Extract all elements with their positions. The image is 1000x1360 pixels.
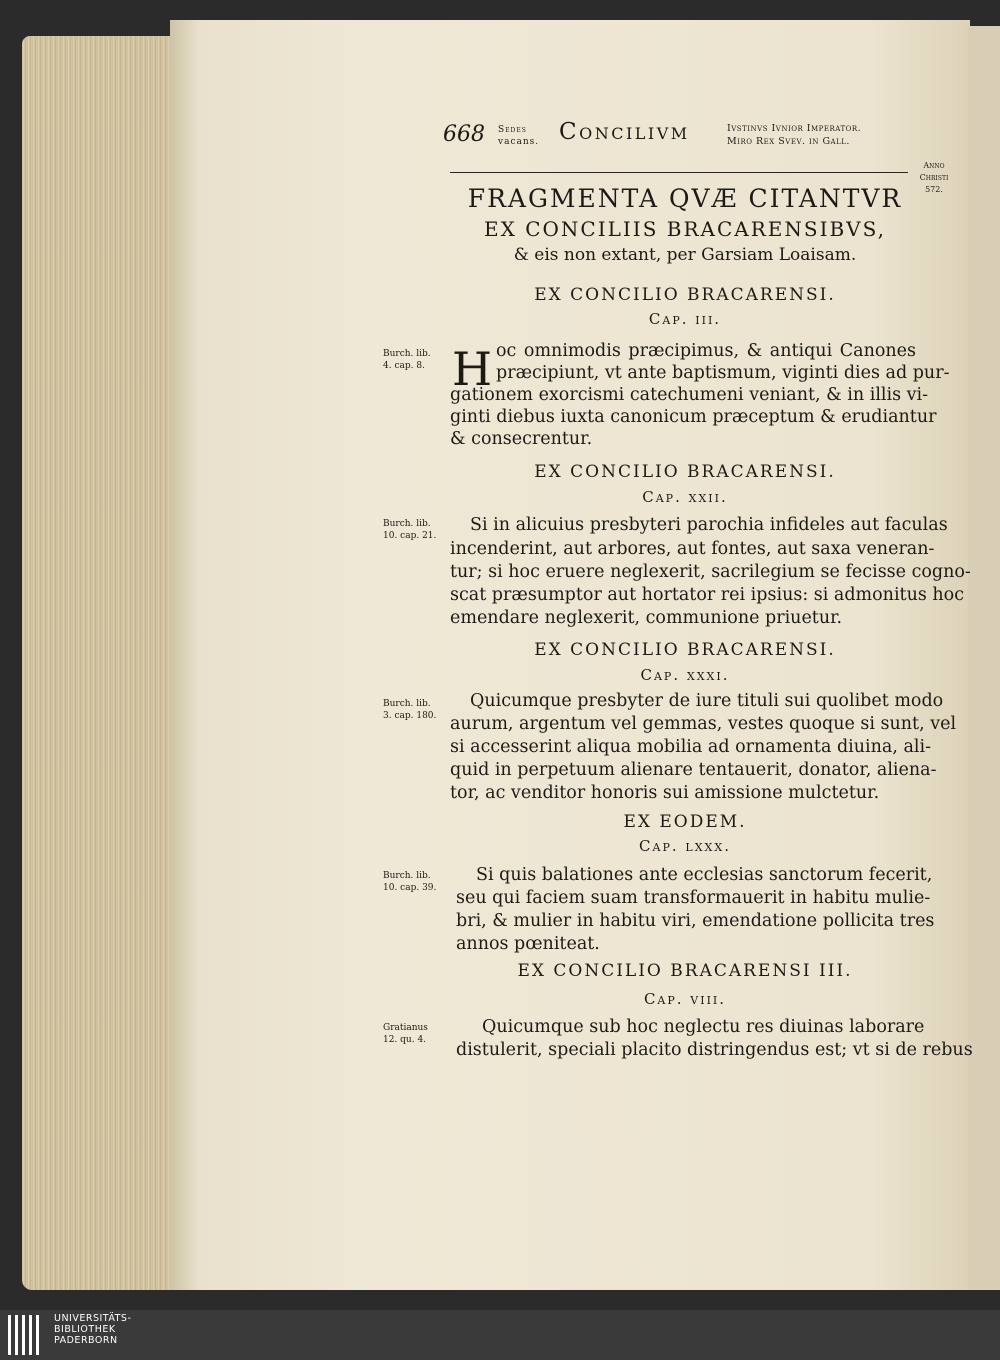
- text-line: Si in alicuius presbyteri parochia infideles aut faculas: [470, 515, 948, 535]
- sedes-vacans: [498, 124, 539, 148]
- logo-line: BIBLIOTHEK: [54, 1324, 116, 1335]
- section-cap: Cap. xxii.: [642, 488, 728, 506]
- anno-label: Anno: [923, 161, 945, 170]
- text-line: tor, ac venditor honoris sui amissione mulctetur.: [450, 783, 880, 803]
- sedes-line: Sedes: [498, 125, 527, 135]
- text-line: & consecrentur.: [450, 429, 593, 449]
- text-line: ginti diebus iuxta canonicum præceptum & erudiantur: [450, 407, 937, 427]
- drop-capital: H: [452, 342, 493, 396]
- emperor-note: [727, 122, 861, 148]
- section-heading: EX CONCILIO BRACARENSI.: [534, 640, 836, 660]
- section-cap: Cap. viii.: [643, 990, 727, 1008]
- page-number: 668: [443, 122, 485, 147]
- running-title: Concilivm: [559, 119, 690, 145]
- text-line: bri, & mulier in habitu viri, emendatione pollicita tres: [456, 911, 935, 931]
- text-line: annos pœniteat.: [456, 934, 600, 954]
- logo-line: UNIVERSITÄTS-: [54, 1313, 132, 1324]
- margin-note: [383, 518, 445, 542]
- text-line: Quicumque sub hoc neglectu res diuinas laborare: [482, 1017, 925, 1037]
- section-heading: EX CONCILIO BRACARENSI III.: [517, 961, 853, 981]
- text-line: tur; si hoc eruere neglexerit, sacrilegium se fecisse cogno-: [450, 562, 971, 582]
- margin-note: [383, 348, 445, 372]
- margin-note-line: 10. cap. 21.: [383, 531, 437, 541]
- margin-note-line: Burch. lib.: [383, 699, 431, 709]
- section-heading: EX EODEM.: [623, 812, 747, 832]
- text-line: distulerit, speciali placito distringendus est; vt si de rebus: [456, 1040, 973, 1060]
- logo-line: PADERBORN: [54, 1335, 118, 1346]
- margin-note-line: 10. cap. 39.: [383, 883, 437, 893]
- text-line: si accesserint aliqua mobilia ad ornamenta diuina, ali-: [450, 737, 931, 757]
- library-logo-icon: [6, 1313, 42, 1357]
- margin-note-line: Burch. lib.: [383, 349, 431, 359]
- title-line-2: EX CONCILIIS BRACARENSIBVS,: [484, 217, 886, 241]
- title-line-1: FRAGMENTA QVÆ CITANTVR: [467, 184, 903, 213]
- margin-note: [383, 1022, 445, 1046]
- title-line-3: & eis non extant, per Garsiam Loaisam.: [513, 245, 857, 265]
- text-line: Si quis balationes ante ecclesias sanctorum fecerit,: [476, 865, 933, 885]
- text-line: aurum, argentum vel gemmas, vestes quoque si sunt, vel: [450, 714, 957, 734]
- text-line: emendare neglexerit, communione priuetur.: [450, 608, 843, 628]
- year-label: 572.: [925, 185, 943, 194]
- text-line: incenderint, aut arbores, aut fontes, aut saxa veneran-: [450, 539, 935, 559]
- section-heading: EX CONCILIO BRACARENSI.: [534, 462, 836, 482]
- king-line: Miro Rex Svev. in Gall.: [727, 136, 850, 147]
- emperor-line: Ivstinvs Ivnior Imperator.: [727, 123, 862, 134]
- text-line: gationem exorcismi catechumeni veniant, & in illis vi-: [450, 385, 929, 405]
- text-line: seu qui faciem suam transformauerit in habitu mulie-: [456, 888, 931, 908]
- christi-label: Christi: [919, 173, 949, 182]
- margin-note-line: Burch. lib.: [383, 519, 431, 529]
- text-line: Quicumque presbyter de iure tituli sui quolibet modo: [470, 691, 944, 711]
- margin-note-line: 3. cap. 180.: [383, 711, 437, 721]
- text-line: quid in perpetuum alienare tentauerit, donator, aliena-: [450, 760, 937, 780]
- margin-note-line: Gratianus: [383, 1023, 428, 1033]
- library-logo-text: [54, 1313, 131, 1346]
- margin-note: [383, 698, 445, 722]
- section-cap: Cap. lxxx.: [639, 837, 731, 855]
- margin-note-line: Burch. lib.: [383, 871, 431, 881]
- header-rule: [450, 172, 908, 173]
- margin-note-line: 4. cap. 8.: [383, 361, 425, 371]
- library-footer-bar: [0, 1310, 1000, 1360]
- text-line: scat præsumptor aut hortator rei ipsius: si admonitus hoc: [450, 585, 965, 605]
- text-line: oc omnimodis præcipimus, & antiqui Canones: [496, 341, 916, 361]
- margin-note: [383, 870, 445, 894]
- margin-note-line: 12. qu. 4.: [383, 1035, 427, 1045]
- section-cap: Cap. xxxi.: [640, 666, 730, 684]
- section-heading: EX CONCILIO BRACARENSI.: [534, 285, 836, 305]
- text-line: præcipiunt, vt ante baptismum, viginti dies ad pur-: [496, 363, 950, 383]
- vacans-line: vacans.: [498, 137, 540, 147]
- section-cap: Cap. iii.: [648, 310, 722, 328]
